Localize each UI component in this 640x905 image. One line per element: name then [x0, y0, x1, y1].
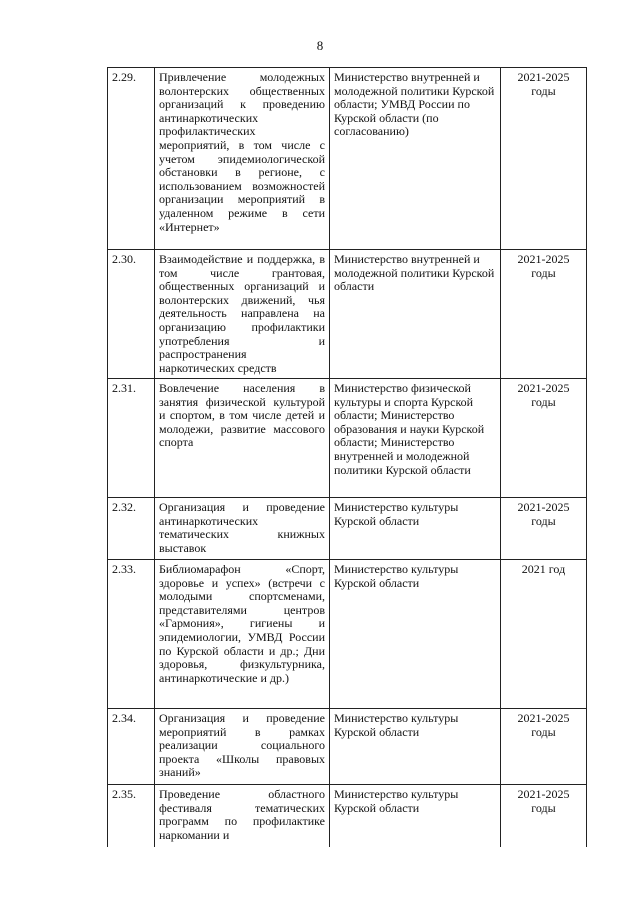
item-number: 2.31.: [108, 379, 155, 498]
item-number: 2.33.: [108, 560, 155, 709]
executors: Министерство внутренней и молодежной политики Курской области; УМВД России по Курской области (по согласованию): [330, 68, 501, 250]
term: 2021-2025 годы: [501, 379, 587, 498]
item-number: 2.30.: [108, 250, 155, 379]
page-number: 8: [316, 38, 324, 53]
executors: Министерство культуры Курской области: [330, 560, 501, 709]
table-row: [108, 250, 587, 379]
executors: Министерство культуры Курской области: [330, 785, 501, 848]
measure-description: Вовлечение населения в занятия физической культурой и спортом, в том числе детей и молодежи, развитие массового спорта: [155, 379, 330, 498]
term: 2021 год: [501, 560, 587, 709]
item-number: 2.32.: [108, 498, 155, 560]
table-row: [108, 560, 587, 709]
measure-description: Организация и проведение мероприятий в рамках реализации социального проекта «Школы правовых знаний»: [155, 709, 330, 785]
term: 2021-2025 годы: [501, 709, 587, 785]
measure-description: Взаимодействие и поддержка, в том числе грантовая, общественных организаций и волонтерских движений, чья деятельность направлена на организацию профилактики употребления и распространения наркотических средств: [155, 250, 330, 379]
measure-description: Библиомарафон «Спорт, здоровье и успех» (встречи с молодыми спортсменами, представителями центров «Гармония», гигиены и эпидемиологии, УМВД России по Курской области и др.; Дни здоровья, физкультурника, антинаркотические и др.): [155, 560, 330, 709]
term: 2021-2025 годы: [501, 68, 587, 250]
measure-description: Проведение областного фестиваля тематических программ по профилактике наркомании и: [155, 785, 330, 848]
table-row: [108, 785, 587, 848]
executors: Министерство культуры Курской области: [330, 709, 501, 785]
item-number: 2.35.: [108, 785, 155, 848]
term: 2021-2025 годы: [501, 250, 587, 379]
executors: Министерство внутренней и молодежной политики Курской области: [330, 250, 501, 379]
measures-table: [107, 67, 587, 847]
item-number: 2.34.: [108, 709, 155, 785]
table-row: [108, 709, 587, 785]
item-number: 2.29.: [108, 68, 155, 250]
table-row: [108, 498, 587, 560]
table-row: [108, 68, 587, 250]
term: 2021-2025 годы: [501, 498, 587, 560]
term: 2021-2025 годы: [501, 785, 587, 848]
table-row: [108, 379, 587, 498]
measure-description: Организация и проведение антинаркотических тематических книжных выставок: [155, 498, 330, 560]
executors: Министерство культуры Курской области: [330, 498, 501, 560]
measure-description: Привлечение молодежных волонтерских общественных организаций к проведению антинаркотических профилактических мероприятий, в том числе с учетом эпидемиологической обстановки в регионе, с использованием возможностей организации мероприятий в удаленном режиме в сети «Интернет»: [155, 68, 330, 250]
executors: Министерство физической культуры и спорта Курской области; Министерство образования и науки Курской области; Министерство внутренней и молодежной политики Курской области: [330, 379, 501, 498]
